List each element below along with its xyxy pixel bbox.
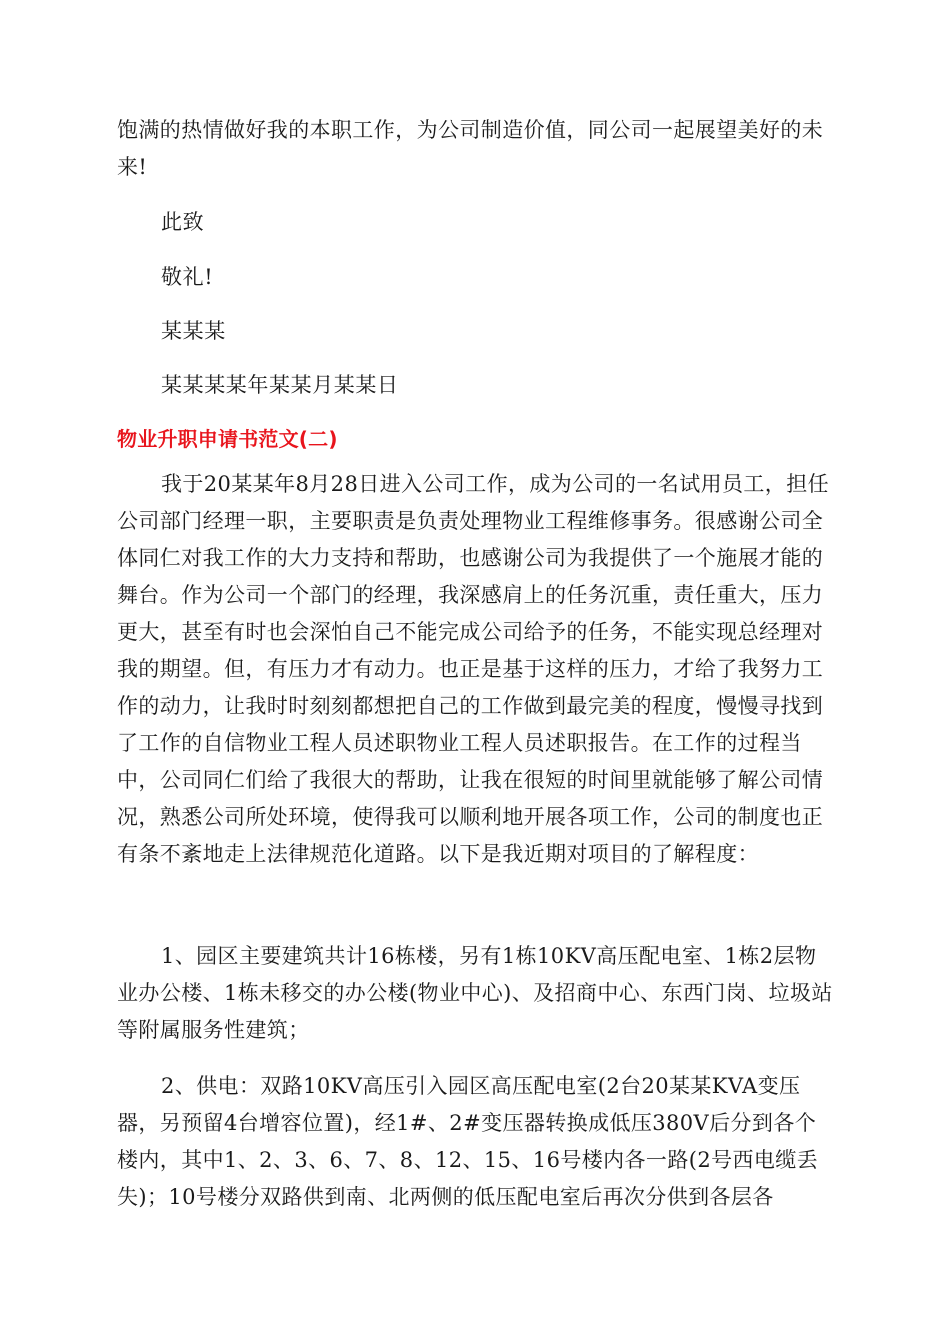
closing-paragraph: 饱满的热情做好我的本职工作，为公司制造价值，同公司一起展望美好的未来! <box>117 118 824 179</box>
body-paragraph-item-2: 2、供电：双路10KV高压引入园区高压配电室(2台20某某KVA变压器，另预留4台增容位置)，经1#、2#变压器转换成低压380V后分到各个楼内，其中1、2、3、6、7、8、12、15、16号楼内各一路(2号西电缆丢失)；10号楼分双路供到南、北两侧的低压配电室后再次分供到各层各 <box>117 1074 819 1209</box>
salutation-cizhi: 此致 <box>161 210 205 234</box>
signature-name: 某某某 <box>161 319 226 343</box>
body-paragraph-intro: 我于20某某年8月28日进入公司工作，成为公司的一名试用员工，担任公司部门经理一职，主要职责是负责处理物业工程维修事务。很感谢公司全体同仁对我工作的大力支持和帮助，也感谢公司为我提供了一个施展才能的舞台。作为公司一个部门的经理，我深感肩上的任务沉重，责任重大，压力更大，甚至有时也会深怕自己不能完成公司给予的任务，不能实现总经理对我的期望。但，有压力才有动力。也正是基于这样的压力，才给了我努力工作的动力，让我时时刻刻都想把自己的工作做到最完美的程度，慢慢寻找到了工作的自信物业工程人员述职物业工程人员述职报告。在工作的过程当中，公司同仁们给了我很大的帮助，让我在很短的时间里就能够了解公司情况，熟悉公司所处环境，使得我可以顺利地开展各项工作，公司的制度也正有条不紊地走上法律规范化道路。以下是我近期对项目的了解程度： <box>117 472 830 866</box>
signature-date: 某某某某年某某月某某日 <box>161 373 399 397</box>
salutation-jingli: 敬礼! <box>161 265 214 289</box>
section-title: 物业升职申请书范文(二) <box>117 427 338 451</box>
body-paragraph-item-1: 1、园区主要建筑共计16栋楼，另有1栋10KV高压配电室、1栋2层物业办公楼、1栋未移交的办公楼(物业中心)、及招商中心、东西门岗、垃圾站等附属服务性建筑； <box>117 944 833 1042</box>
